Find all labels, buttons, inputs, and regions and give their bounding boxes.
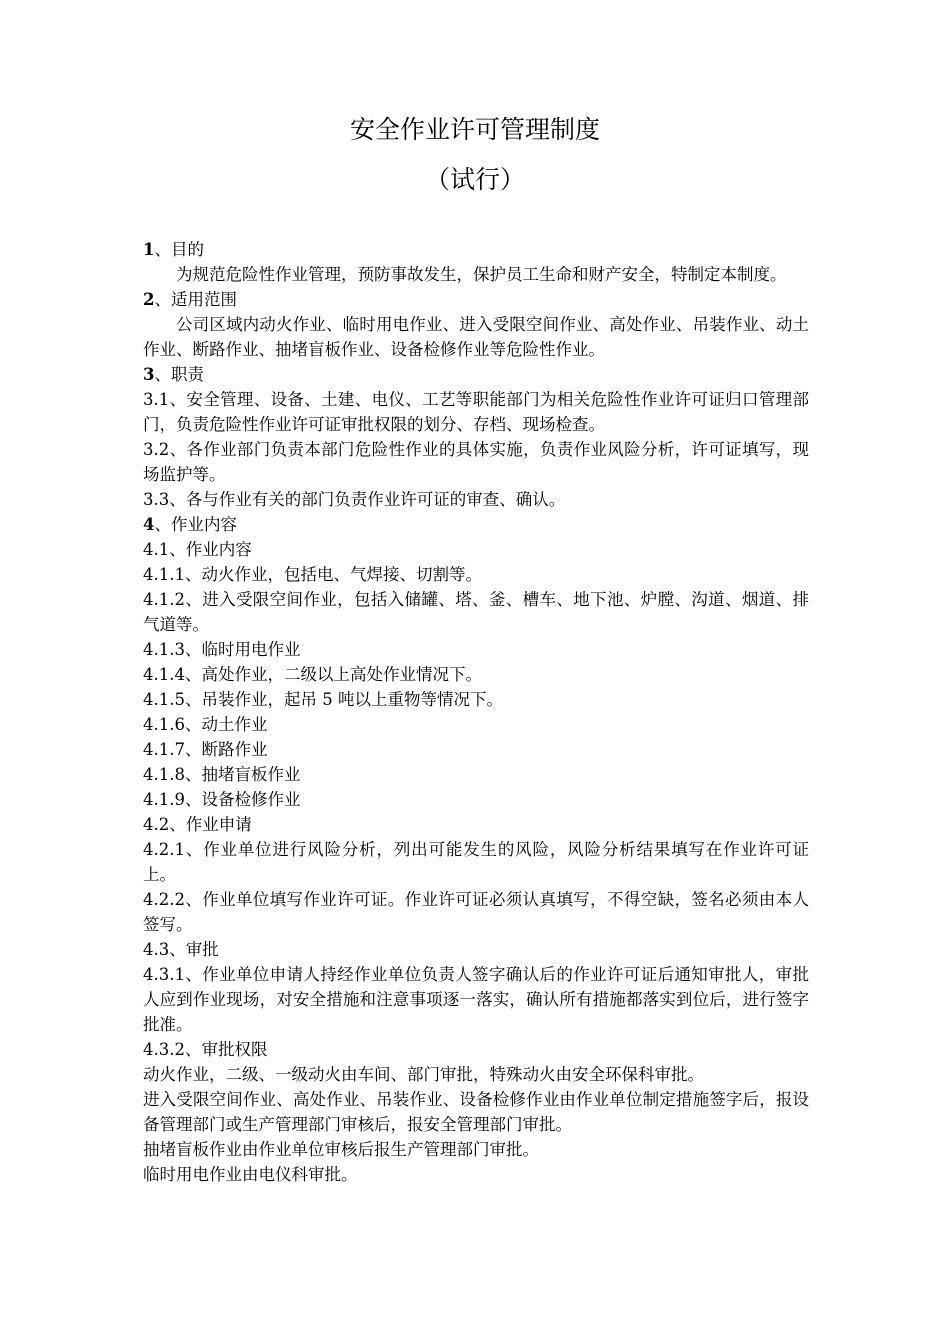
paragraph: 4.2.1、作业单位进行风险分析，列出可能发生的风险，风险分析结果填写在作业许可证上。 [143,840,809,884]
paragraph: 4.1.6、动土作业 [143,715,268,734]
section-title: 、适用范围 [154,290,237,309]
paragraph: 4.3.2、审批权限 [143,1040,268,1059]
paragraph: 3.3、各与作业有关的部门负责作业许可证的审查、确认。 [143,490,566,509]
section-heading [143,512,809,537]
paragraph: 3.1、安全管理、设备、土建、电仪、工艺等职能部门为相关危险性作业许可证归口管理部门，负责危险性作业许可证审批权限的划分、存档、现场检查。 [143,390,809,434]
section-number: 1 [143,240,155,259]
paragraph: 临时用电作业由电仪科审批。 [143,1165,358,1184]
paragraph: 4.2、作业申请 [143,815,252,834]
paragraph: 4.1.8、抽堵盲板作业 [143,765,301,784]
paragraph: 4.3.1、作业单位申请人持经作业单位负责人签字确认后的作业许可证后通知审批人，审批人应到作业现场，对安全措施和注意事项逐一落实，确认所有措施都落实到位后，进行签字批准。 [143,965,809,1034]
paragraph: 4.2.2、作业单位填写作业许可证。作业许可证必须认真填写，不得空缺，签名必须由本人签写。 [143,890,809,934]
section-heading [143,287,809,312]
paragraph: 4.1.7、断路作业 [143,740,268,759]
paragraph: 4.1.2、进入受限空间作业，包括入储罐、塔、釜、槽车、地下池、炉膛、沟道、烟道、排气道等。 [143,590,809,634]
paragraph: 4.1、作业内容 [143,540,252,559]
section-heading [143,362,809,387]
paragraph: 4.1.4、高处作业，二级以上高处作业情况下。 [143,665,482,684]
paragraph: 动火作业，二级、一级动火由车间、部门审批，特殊动火由安全环保科审批。 [143,1065,704,1084]
paragraph: 进入受限空间作业、高处作业、吊装作业、设备检修作业由作业单位制定措施签字后，报设备管理部门或生产管理部门审核后，报安全管理部门审批。 [143,1090,809,1134]
section-title: 、目的 [154,240,204,259]
section-number: 3 [143,365,155,384]
document-subtitle: （试行） [424,165,525,194]
paragraph: 4.1.3、临时用电作业 [143,640,301,659]
paragraph: 为规范危险性作业管理，预防事故发生，保护员工生命和财产安全，特制定本制度。 [176,265,787,284]
paragraph: 3.2、各作业部门负责本部门危险性作业的具体实施，负责作业风险分析，许可证填写，现场监护等。 [143,440,809,484]
section-title: 、作业内容 [154,515,237,534]
section-number: 4 [143,515,155,534]
paragraph: 抽堵盲板作业由作业单位审核后报生产管理部门审批。 [143,1140,539,1159]
document-body [143,237,809,1187]
section-heading [143,237,809,262]
paragraph: 4.1.1、动火作业，包括电、气焊接、切割等。 [143,565,482,584]
section-title: 、职责 [154,365,204,384]
paragraph: 4.1.9、设备检修作业 [143,790,301,809]
document-title: 安全作业许可管理制度 [349,115,600,144]
paragraph: 4.3、审批 [143,940,219,959]
paragraph: 4.1.5、吊装作业，起吊 5 吨以上重物等情况下。 [143,690,503,709]
paragraph: 公司区域内动火作业、临时用电作业、进入受限空间作业、高处作业、吊装作业、动土作业、断路作业、抽堵盲板作业、设备检修作业等危险性作业。 [143,315,809,359]
section-number: 2 [143,290,155,309]
